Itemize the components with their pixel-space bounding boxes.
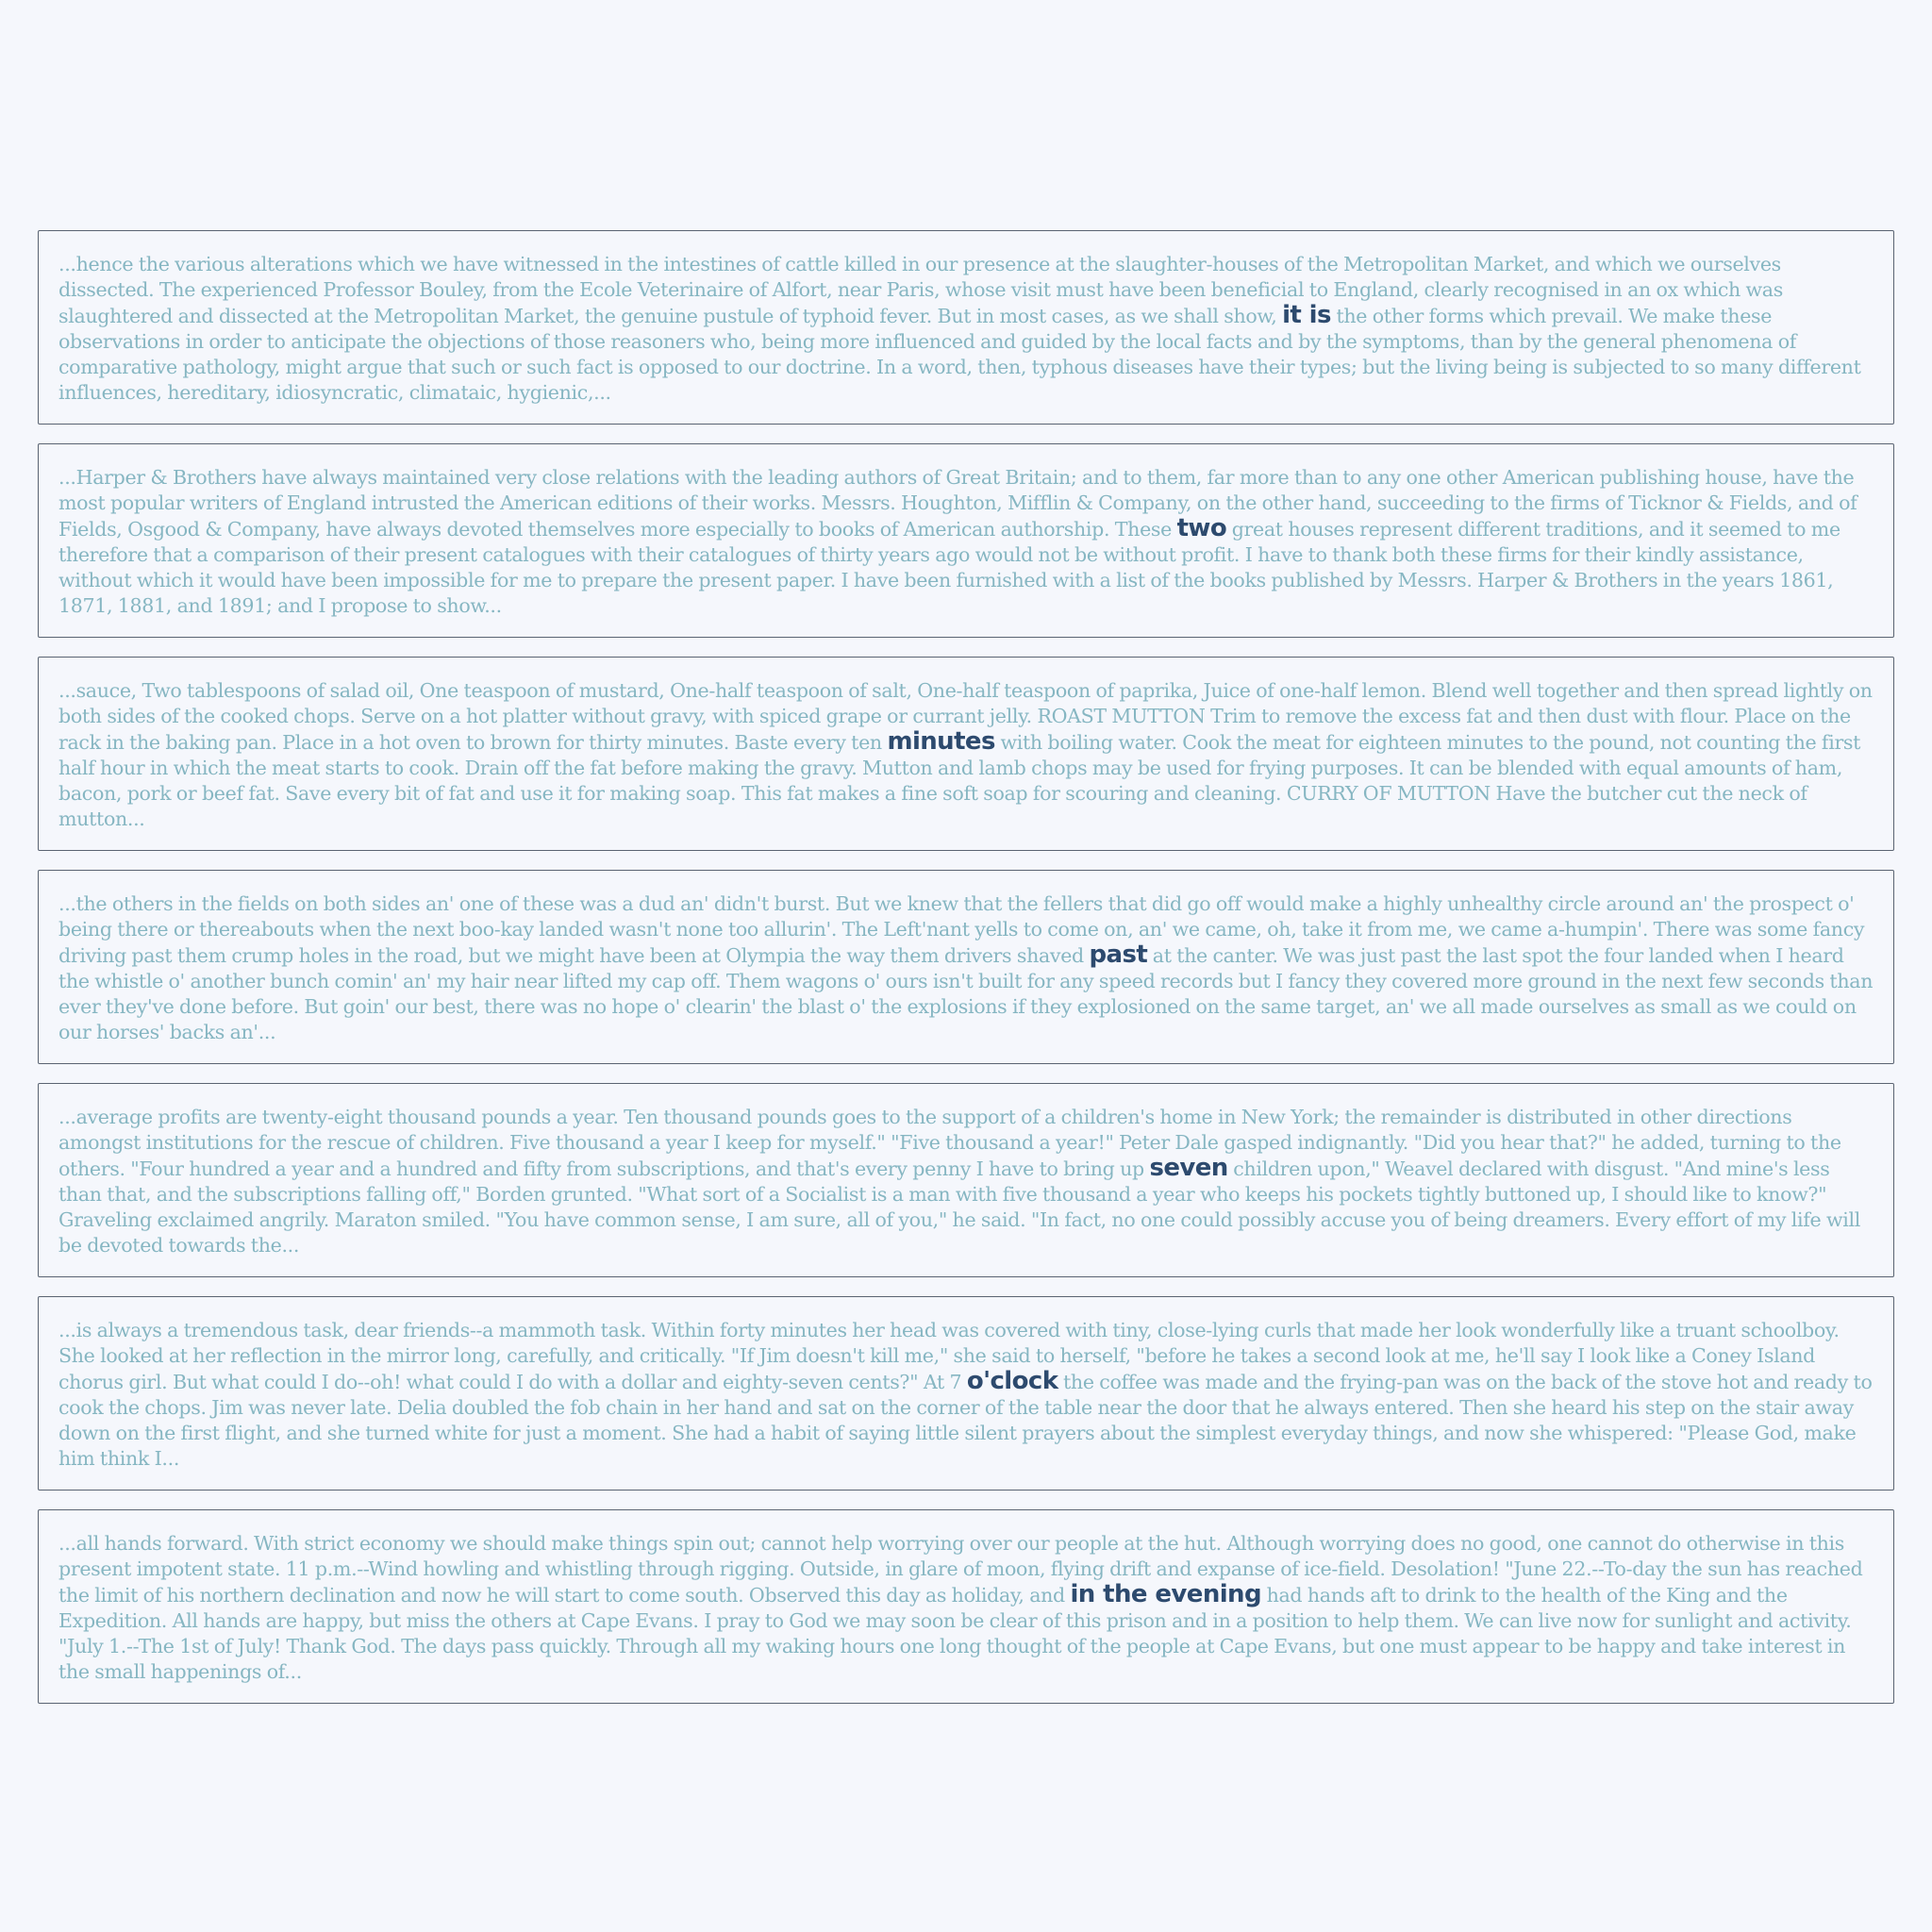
excerpt-text-after: the other forms which prevail. We make these observations in order to anticipate the objections of those reasoners who, being more influenced and guided by the local facts and by the symptoms, than by the general phenomena of comparative pathology, might argue that such or such fact is opposed to our doctrine. In a word, then, typhous diseases have their types; but the living being is subjected to so many different influences, hereditary, idiosyncratic, climataic, hygienic,... xyxy=(58,305,1861,404)
highlighted-phrase: minutes xyxy=(887,727,995,756)
excerpt-text-after: with boiling water. Cook the meat for eighteen minutes to the pound, not counting the first half hour in which the meat starts to cook. Drain off the fat before making the gravy. Mutton and lamb chops may be used for frying purposes. It can be blended with equal amounts of ham, bacon, pork or beef fat. Save every bit of fat and use it for making soap. This fat makes a fine soft soap for scouring and cleaning. CURRY OF MUTTON Have the butcher cut the neck of mutton... xyxy=(58,731,1861,830)
highlighted-phrase: seven xyxy=(1149,1154,1228,1182)
excerpt-text xyxy=(58,1318,1874,1472)
excerpt-text-before: ...the others in the fields on both sides an' one of these was a dud an' didn't burst. But we knew that the fellers that did go off would make a highly unhealthy circle around an' the prospect o' being there or thereabouts when the next boo-kay landed wasn't none too allurin'. The Left'nant yells to come on, an' we came, oh, take it from me, we came a-humpin'. There was some fancy driving past them crump holes in the road, but we might have been at Olympia the way them drivers shaved xyxy=(58,892,1865,967)
highlighted-phrase: o'clock xyxy=(966,1367,1058,1395)
excerpt-text-before: ...hence the various alterations which we have witnessed in the intestines of cattle killed in our presence at the slaughter-houses of the Metropolitan Market, and which we ourselves dissected. The experienced Professor Bouley, from the Ecole Veterinaire of Alfort, near Paris, whose visit must have been beneficial to England, clearly recognised in an ox which was slaughtered and dissected at the Metropolitan Market, the genuine pustule of typhoid fever. But in most cases, as we shall show, xyxy=(58,253,1783,327)
excerpt-text-before: ...Harper & Brothers have always maintained very close relations with the leading authors of Great Britain; and to them, far more than to any one other American publishing house, have the most popular writers of England intrusted the American editions of their works. Messrs. Houghton, Mifflin & Company, on the other hand, succeeding to the firms of Ticknor & Fields, and of Fields, Osgood & Company, have always devoted themselves more especially to books of American authorship. These xyxy=(58,466,1857,541)
excerpt-text xyxy=(58,1531,1874,1685)
excerpt-card xyxy=(38,870,1894,1064)
excerpt-card xyxy=(38,1509,1894,1704)
excerpt-card xyxy=(38,1296,1894,1491)
excerpt-text xyxy=(58,252,1874,406)
excerpt-text-before: ...is always a tremendous task, dear friends--a mammoth task. Within forty minutes her head was covered with tiny, close-lying curls that made her look wonderfully like a truant schoolboy. She looked at her reflection in the mirror long, carefully, and critically. "If Jim doesn't kill me," she said to herself, "before he takes a second look at me, he'll say I look like a Coney Island chorus girl. But what could I do--oh! what could I do with a dollar and eighty-seven cents?" At 7 xyxy=(58,1319,1840,1393)
excerpt-text-before: ...average profits are twenty-eight thousand pounds a year. Ten thousand pounds goes to the support of a children's home in New York; the remainder is distributed in other directions amongst institutions for the rescue of children. Five thousand a year I keep for myself." "Five thousand a year!" Peter Dale gasped indignantly. "Did you hear that?" he added, turning to the others. "Four hundred a year and a hundred and fifty from subscriptions, and that's every penny I have to bring up xyxy=(58,1106,1841,1180)
excerpt-card xyxy=(38,443,1894,638)
excerpt-card xyxy=(38,1083,1894,1277)
excerpt-card xyxy=(38,230,1894,425)
excerpt-text-after: the coffee was made and the frying-pan was on the back of the stove hot and ready to cook the chops. Jim was never late. Delia doubled the fob chain in her hand and sat on the corner of the table near the door that he always entered. Then she heard his step on the stair away down on the first flight, and she turned white for just a moment. She had a habit of saying little silent prayers about the simplest everyday things, and now she whispered: "Please God, make him think I... xyxy=(58,1371,1873,1470)
excerpt-text-before: ...sauce, Two tablespoons of salad oil, One teaspoon of mustard, One-half teaspoon of salt, One-half teaspoon of paprika, Juice of one-half lemon. Blend well together and then spread lightly on both sides of the cooked chops. Serve on a hot platter without gravy, with spiced grape or currant jelly. ROAST MUTTON Trim to remove the excess fat and then dust with flour. Place on the rack in the baking pan. Place in a hot oven to brown for thirty minutes. Baste every ten xyxy=(58,679,1873,754)
highlighted-phrase: in the evening xyxy=(1070,1580,1261,1608)
excerpt-list xyxy=(38,230,1894,1723)
highlighted-phrase: it is xyxy=(1282,301,1331,329)
excerpt-card xyxy=(38,657,1894,851)
excerpt-text xyxy=(58,1105,1874,1258)
excerpt-text-after: great houses represent different traditions, and it seemed to me therefore that a comparison of their present catalogues with their catalogues of thirty years ago would not be without profit. I have to thank both these firms for their kindly assistance, without which it would have been impossible for me to prepare the present paper. I have been furnished with a list of the books published by Messrs. Harper & Brothers in the years 1861, 1871, 1881, and 1891; and I propose to show... xyxy=(58,518,1840,617)
highlighted-phrase: past xyxy=(1089,941,1148,969)
highlighted-phrase: two xyxy=(1176,514,1227,542)
excerpt-text xyxy=(58,678,1874,832)
excerpt-text-before: ...all hands forward. With strict economy we should make things spin out; cannot help worrying over our people at the hut. Although worrying does no good, one cannot do otherwise in this present impotent state. 11 p.m.--Wind howling and whistling through rigging. Outside, in glare of moon, flying drift and expanse of ice-field. Desolation! "June 22.--To-day the sun has reached the limit of his northern declination and now he will start to come south. Observed this day as holiday, and xyxy=(58,1532,1863,1607)
excerpt-text xyxy=(58,891,1874,1045)
excerpt-text-after: children upon," Weavel declared with disgust. "And mine's less than that, and the subscriptions falling off," Borden grunted. "What sort of a Socialist is a man with five thousand a year who keeps his pockets tightly buttoned up, I should like to know?" Graveling exclaimed angrily. Maraton smiled. "You have common sense, I am sure, all of you," he said. "In fact, no one could possibly accuse you of being dreamers. Every effort of my life will be devoted towards the... xyxy=(58,1158,1860,1257)
excerpt-text-after: at the canter. We was just past the last spot the four landed when I heard the whistle o' another bunch comin' an' my hair near lifted my cap off. Them wagons o' ours isn't built for any speed records but I fancy they covered more ground in the next few seconds than ever they've done before. But goin' our best, there was no hope o' clearin' the blast o' the explosions if they explosioned on the same target, an' we all made ourselves as small as we could on our horses' backs an'... xyxy=(58,944,1874,1043)
excerpt-text xyxy=(58,465,1874,619)
excerpt-text-after: had hands aft to drink to the health of the King and the Expedition. All hands are happy, but miss the others at Cape Evans. I pray to God we may soon be clear of this prison and in a position to help them. We can live now for sunlight and activity. "July 1.--The 1st of July! Thank God. The days pass quickly. Through all my waking hours one long thought of the people at Cape Evans, but one must appear to be happy and take interest in the small happenings of... xyxy=(58,1584,1852,1683)
